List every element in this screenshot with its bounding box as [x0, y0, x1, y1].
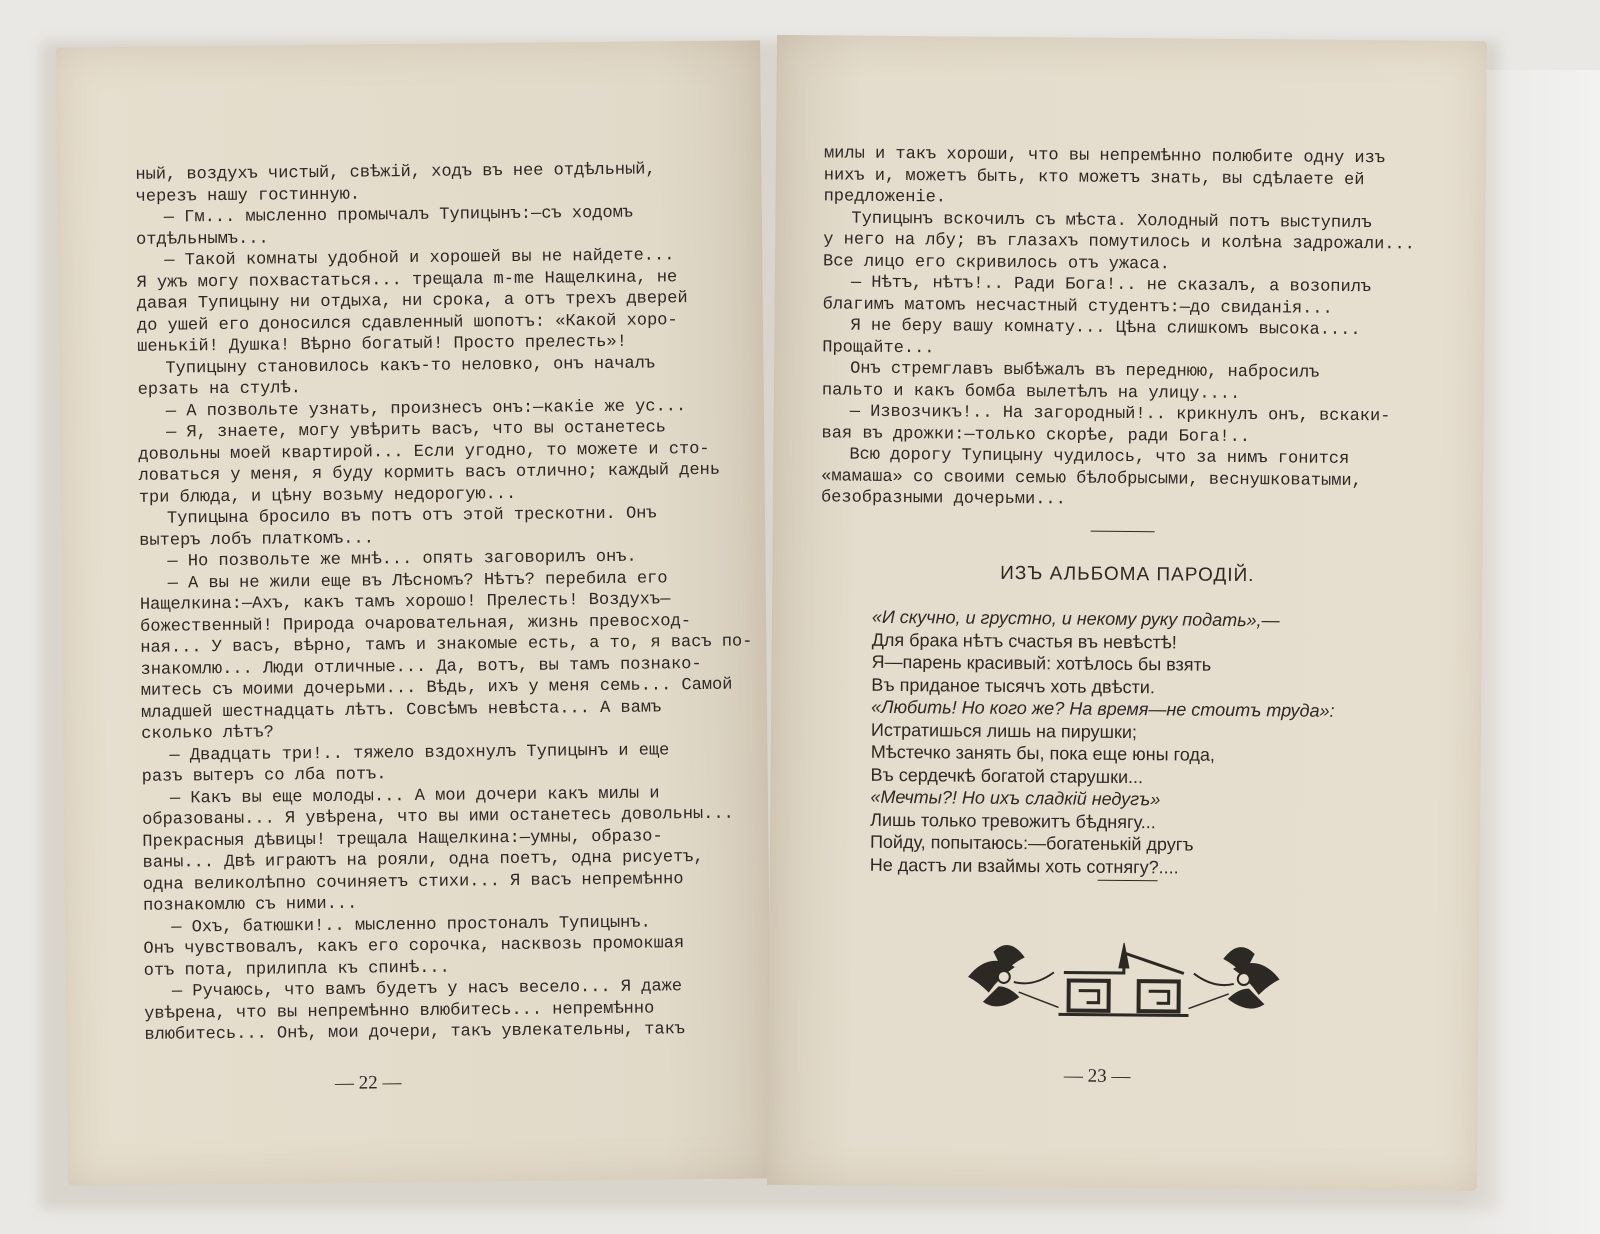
poem-line: Въ приданое тысячъ хоть двѣсти.	[871, 674, 1155, 697]
text-line: отдѣльнымъ...	[135, 229, 269, 250]
text-line: Я не беру вашу комнату... Цѣна слишкомъ высока....	[850, 316, 1361, 341]
right-page	[767, 35, 1487, 1191]
text-line: — А вы не жили еще въ Лѣсномъ? Нѣтъ? перебила его	[167, 568, 668, 594]
poem-line: «Любить! Но кого же? На время—не стоитъ труда»:	[871, 696, 1335, 721]
text-line: увѣрена, что вы непремѣнно влюбитесь... непремѣнно	[144, 999, 655, 1024]
text-line: познакомлю съ ними...	[142, 894, 358, 916]
text-line: черезъ нашу гостинную.	[135, 185, 361, 207]
text-line: Тупицыну становилось какъ-то неловко, онъ началъ	[165, 353, 656, 379]
page-number-right: — 23 —	[1063, 1065, 1131, 1088]
text-line: — Охъ, батюшки!.. мысленно простоналъ Тупицынъ.	[171, 913, 651, 938]
poem-line: «Мечты?! Но ихъ сладкій недугъ»	[870, 786, 1161, 810]
text-line: Тупицына бросило въ потъ отъ этой трескотни. Онъ	[166, 504, 657, 529]
page-number-left: — 22 —	[334, 1072, 402, 1094]
text-line: Онъ чувствовалъ, какъ его сорочка, насквозь промокшая	[143, 934, 685, 959]
poem-line: Пойду, попытаюсь:—богатенькій другъ	[869, 831, 1194, 855]
text-line: разъ вытеръ со лба потъ.	[141, 765, 387, 787]
text-line: давая Тупицыну ни отдыха, ни срока, а отъ трехъ дверей	[136, 289, 688, 314]
left-page-text	[135, 159, 753, 1047]
text-line: — Такой комнаты удобной и хорошей вы не найдете...	[164, 246, 675, 271]
poem-line: Лишь только тревожитъ бѣднягу...	[870, 809, 1156, 832]
text-line: — Извозчикъ!.. На загородный!.. крикнулъ онъ, вскаки-	[849, 402, 1391, 427]
poem-end-divider	[1098, 880, 1158, 882]
right-page-text	[820, 143, 1416, 514]
poem-line: Мѣстечко занять бы, пока еще юны года,	[870, 741, 1215, 765]
text-line: нихъ и, можетъ быть, кто можетъ знать, вы сдѣлаете ей	[823, 165, 1365, 190]
text-line: младшей шестнадцать лѣтъ. Совсѣмъ невѣста... А вамъ	[140, 697, 662, 723]
text-line: знакомлю... Люди отличные... Да, вотъ, вы тамъ познако-	[140, 654, 702, 680]
text-line: митесь съ моими дочерьми... Вѣдь, ихъ у меня семь... Самой	[140, 675, 733, 701]
text-line: — Двадцать три!.. тяжело вздохнулъ Тупицынъ и еще	[169, 740, 670, 766]
text-line: отъ пота, прилипла къ спинѣ...	[143, 958, 450, 981]
text-line: влюбитесь... Онѣ, мои дочери, такъ увлекательны, такъ	[144, 1020, 686, 1045]
text-line: пальто и какъ бомба вылетѣлъ на улицу....	[821, 380, 1241, 404]
text-line: — Но позвольте же мнѣ... опять заговорилъ онъ.	[167, 547, 637, 572]
poem-line: Я—парень красивый: хотѣлось бы взять	[871, 651, 1212, 675]
poem-line: Для брака нѣтъ счастья въ невѣстѣ!	[871, 629, 1177, 652]
text-line: ерзать на стулѣ.	[137, 379, 301, 400]
text-line: одна великолѣпно сочиняетъ стихи... Я васъ непремѣнно	[142, 869, 684, 895]
text-line: до ушей его доносился сдавленный шопотъ: «Какой хоро-	[136, 310, 678, 336]
text-line: ловаться у меня, я буду кормить васъ отлично; каждый день	[138, 460, 721, 486]
parody-poem	[870, 606, 1336, 880]
text-line: Прощайте...	[822, 337, 935, 358]
text-line: Онъ стремглавъ выбѣжалъ въ переднюю, набросилъ	[850, 359, 1320, 383]
text-line: — Я, знаете, могу увѣрить васъ, что вы останетесь	[166, 418, 667, 443]
text-line: Я ужъ могу похвастаться... трещала m-me Нащелкина, не	[136, 267, 678, 293]
text-line: ная... У васъ, вѣрно, тамъ и знакомые есть, а то, я васъ по-	[140, 632, 753, 658]
text-line: довольны моей квартирой... Если угодно, то можете и сто-	[138, 439, 710, 465]
text-line: — А позвольте узнать, произнесъ онъ:—какіе же ус...	[165, 396, 687, 422]
text-line: ваны... Двѣ играютъ на рояли, одна поетъ, одна рисуетъ,	[142, 847, 704, 873]
text-line: ный, воздухъ чистый, свѣжій, ходъ въ нее отдѣльный,	[135, 160, 656, 185]
left-page	[56, 40, 772, 1185]
text-line: предложеніе.	[823, 187, 947, 208]
floral-vignette-icon	[958, 932, 1289, 1035]
text-line: божественный! Природа очаровательная, жизнь превосход-	[140, 611, 692, 637]
text-line: — Какъ вы еще молоды... А мои дочери какъ милы и	[169, 783, 660, 809]
text-line: Все лицо его скривилось отъ ужаса.	[822, 251, 1170, 274]
text-line: вая въ дрожки:—только скорѣе, ради Бога!..	[821, 423, 1251, 447]
text-line: — Нѣтъ, нѣтъ!.. Ради Бога!.. не сказалъ, а возопилъ	[850, 273, 1372, 298]
text-line: Нащелкина:—Ахъ, какъ тамъ хорошо! Прелесть! Воздухъ—	[139, 590, 671, 615]
section-divider	[1091, 531, 1155, 533]
text-line: благимъ матомъ несчастный студентъ:—до свиданія...	[822, 294, 1333, 319]
text-line: милы и такъ хороши, что вы непремѣнно полюбите одну изъ	[823, 144, 1386, 169]
poem-line: Въ сердечкѣ богатой старушки...	[870, 764, 1144, 787]
poem-line: Не дастъ ли взаймы хоть сотнягу?....	[869, 854, 1179, 877]
poem-line: «И скучно, и грустно, и некому руку подать»,—	[871, 606, 1280, 631]
text-line: Прекрасныя дѣвицы! трещала Нащелкина:—умны, образо-	[142, 826, 663, 852]
text-line: образованы... Я увѣрена, что вы ими останетесь довольны...	[142, 804, 734, 830]
poem-line: Истратишься лишь на пирушки;	[870, 719, 1138, 742]
text-line: Тупицынъ вскочилъ съ мѣста. Холодный потъ выступилъ	[851, 209, 1372, 233]
text-line: безобразными дочерьми...	[820, 488, 1066, 510]
text-line: у него на лбу; въ глазахъ помутилось и колѣна задрожали...	[823, 230, 1416, 255]
text-line: Всю дорогу Тупицыну чудилось, что за нимъ гонится	[849, 445, 1350, 469]
text-line: шенькій! Душка! Вѣрно богатый! Просто прелесть»!	[137, 332, 627, 357]
text-line: сколько лѣтъ?	[141, 723, 274, 744]
section-heading: ИЗЪ АЛЬБОМА ПАРОДІЙ.	[1000, 562, 1255, 587]
text-line: «мамаша» со своими семью бѣлобрысыми, веснушковатыми,	[821, 466, 1362, 491]
text-line: — Ручаюсь, что вамъ будетъ у насъ весело... Я даже	[171, 977, 683, 1002]
text-line: — Гм... мысленно промычалъ Тупицынъ:—съ ходомъ	[163, 203, 634, 228]
text-line: три блюда, и цѣну возьму недорогую...	[138, 484, 517, 508]
text-line: вытеръ лобъ платкомъ...	[139, 528, 374, 551]
